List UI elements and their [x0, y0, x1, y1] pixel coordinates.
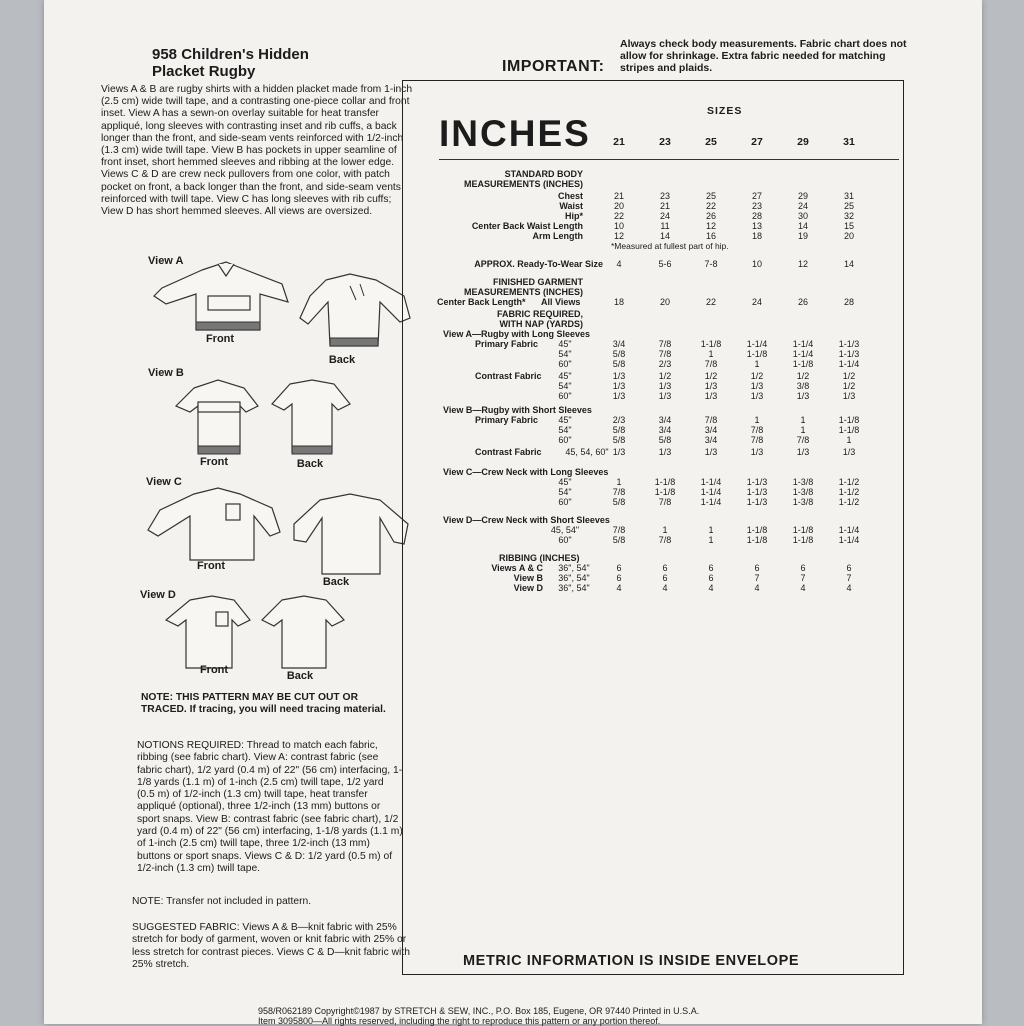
copyright-footer [258, 1006, 699, 1026]
b-primary-value: 1-1/8 [838, 415, 860, 425]
view-d-label: View D [140, 589, 176, 601]
b-primary-value: 5/8 [612, 425, 626, 435]
d-row-value: 5/8 [612, 535, 626, 545]
std-value: 12 [613, 231, 624, 241]
sizes-label: SIZES [707, 105, 743, 117]
std-value: 24 [797, 201, 808, 211]
rtw-value: 4 [616, 259, 622, 269]
a-primary-value: 1-1/3 [838, 339, 860, 349]
ribbing-value: 6 [662, 563, 668, 573]
std-value: 25 [705, 191, 716, 201]
ribbing-value: 4 [616, 583, 622, 593]
view-a-label: View A [148, 255, 184, 267]
chart-heading: INCHES [439, 113, 591, 154]
c-row-value: 1-1/4 [700, 497, 722, 507]
size-column-header: 29 [797, 136, 809, 148]
ribbing-width: 36", 54" [558, 563, 590, 573]
b-primary-width: 45" [558, 415, 572, 425]
a-primary-value: 7/8 [658, 339, 672, 349]
view-b-illustration [172, 376, 372, 460]
c-row-value: 1-1/3 [746, 477, 768, 487]
ribbing-value: 6 [616, 573, 622, 583]
b-primary-value: 7/8 [750, 425, 764, 435]
a-contrast-value: 1/3 [750, 391, 764, 401]
d-row-value: 7/8 [658, 535, 672, 545]
ribbing-value: 7 [846, 573, 852, 583]
ribbing-value: 6 [800, 563, 806, 573]
std-row-label: Center Back Waist Length [471, 221, 583, 231]
b-primary-value: 7/8 [750, 435, 764, 445]
b-primary-label: Primary Fabric [475, 415, 539, 425]
d-row-value: 1 [708, 535, 714, 545]
rtw-value: 12 [797, 259, 808, 269]
d-row-value: 1-1/8 [746, 535, 768, 545]
d-row-value: 7/8 [612, 525, 626, 535]
c-row-value: 1-3/8 [792, 497, 814, 507]
std-row-label: Waist [559, 201, 583, 211]
b-primary-value: 3/4 [658, 415, 672, 425]
a-contrast-value: 1/2 [842, 381, 856, 391]
ribbing-value: 4 [662, 583, 668, 593]
ribbing-value: 6 [616, 563, 622, 573]
a-primary-value: 1-1/3 [838, 349, 860, 359]
std-value: 27 [751, 191, 762, 201]
a-contrast-width: 45" [558, 371, 572, 381]
transfer-note: NOTE: Transfer not included in pattern. [132, 896, 312, 907]
ribbing-value: 7 [800, 573, 806, 583]
b-contrast-width: 45, 54, 60" [565, 447, 609, 457]
c-row-value: 1-1/4 [700, 487, 722, 497]
std-value: 24 [659, 211, 670, 221]
std-row-label: Chest [557, 191, 583, 201]
ribbing-value: 4 [754, 583, 760, 593]
a-contrast-value: 1/3 [612, 391, 626, 401]
std-value: 22 [705, 201, 716, 211]
c-row-value: 1-1/8 [654, 477, 676, 487]
view-b-front-caption: Front [199, 456, 229, 468]
notions-required: NOTIONS REQUIRED: Thread to match each fabric, ribbing (see fabric chart). View A: contrast fabric (see fabric chart), 1/2 yard (0.4 m) of 22" (56 cm) interfacing, 1-1/8 yards (1.1 m) of 1-inch (2.5 cm) twill tape, 1/2 yard (0.5 m) of 1/2-inch (1.3 cm) twill tape, heat transfer appliqué (optional), three 1/2-inch (13 mm) buttons or sport snaps. View B: contrast fabric (see fabric chart), 1/2 yard (0.4 m) of 22" (56 cm) interfacing, 1-1/8 yards (1.1 m) of 1-inch (2.5 cm) twill tape, three 1/2-inch (13 mm) buttons or sport snaps. Views C & D: 1/2 yard (0.5 m) of 1/2-inch (1.3 cm) twill tape. [137, 740, 403, 874]
std-value: 15 [843, 221, 854, 231]
chart-divider [439, 159, 899, 160]
ribbing-value: 6 [708, 563, 714, 573]
hip-footnote: *Measured at fullest part of hip. [611, 241, 729, 251]
c-row-width: 45" [558, 477, 572, 487]
size-column-header: 21 [613, 136, 625, 148]
a-primary-value: 1 [754, 359, 760, 369]
a-contrast-value: 1/3 [612, 371, 626, 381]
finished-label: Center Back Length* [437, 297, 526, 307]
a-primary-value: 1 [708, 349, 714, 359]
a-contrast-value: 3/8 [796, 381, 810, 391]
footer-line-1: 958/R062189 Copyright©1987 by STRETCH & SEW, INC., P.O. Box 185, Eugene, OR 97440 Printed in U.S.A. [258, 1006, 700, 1016]
b-contrast-label: Contrast Fabric [475, 447, 542, 457]
d-row-width: 60" [558, 535, 572, 545]
a-contrast-value: 1/3 [842, 391, 856, 401]
c-row-width: 54" [558, 487, 572, 497]
ribbing-value: 7 [754, 573, 760, 583]
std-value: 21 [613, 191, 624, 201]
ribbing-value: 6 [754, 563, 760, 573]
b-primary-value: 1 [800, 425, 806, 435]
d-row-value: 1-1/8 [746, 525, 768, 535]
std-title: STANDARD BODY [504, 169, 583, 179]
a-contrast-value: 1/3 [658, 391, 672, 401]
a-contrast-value: 1/2 [796, 371, 810, 381]
a-primary-value: 1-1/4 [838, 359, 860, 369]
finished-title: FINISHED GARMENT [493, 277, 583, 287]
view-d-title: View D—Crew Neck with Short Sleeves [443, 515, 610, 525]
finished-value: 18 [613, 297, 624, 307]
finished-title: MEASUREMENTS (INCHES) [463, 287, 583, 297]
a-primary-value: 5/8 [612, 359, 626, 369]
std-value: 16 [705, 231, 716, 241]
std-value: 10 [613, 221, 624, 231]
b-primary-value: 1-1/8 [838, 425, 860, 435]
metric-notice: METRIC INFORMATION IS INSIDE ENVELOPE [463, 953, 800, 969]
ribbing-title: RIBBING (INCHES) [499, 553, 580, 563]
c-row-value: 7/8 [658, 497, 672, 507]
c-row-width: 60" [558, 497, 572, 507]
view-a-back-caption: Back [328, 354, 356, 366]
a-contrast-value: 1/2 [842, 371, 856, 381]
b-primary-value: 7/8 [704, 415, 718, 425]
a-primary-value: 1-1/4 [746, 339, 768, 349]
view-b-back-caption: Back [296, 458, 324, 470]
std-row-label: Hip* [565, 211, 583, 221]
rtw-value: 5-6 [658, 259, 672, 269]
a-primary-value: 7/8 [658, 349, 672, 359]
std-value: 20 [843, 231, 854, 241]
ribbing-value: 4 [708, 583, 714, 593]
pattern-envelope-back [44, 0, 982, 1024]
a-primary-value: 2/3 [658, 359, 672, 369]
ribbing-value: 6 [708, 573, 714, 583]
view-b-title: View B—Rugby with Short Sleeves [443, 405, 592, 415]
b-primary-value: 5/8 [612, 435, 626, 445]
std-value: 26 [705, 211, 716, 221]
std-value: 19 [797, 231, 808, 241]
a-contrast-value: 1/3 [796, 391, 810, 401]
a-primary-value: 7/8 [704, 359, 718, 369]
std-value: 28 [751, 211, 762, 221]
finished-views: All Views [541, 297, 581, 307]
a-primary-value: 1-1/4 [792, 349, 814, 359]
important-heading: IMPORTANT: [502, 58, 605, 75]
d-row-value: 1 [708, 525, 714, 535]
a-primary-width: 60" [558, 359, 572, 369]
b-contrast-value: 1/3 [842, 447, 856, 457]
b-primary-value: 7/8 [796, 435, 810, 445]
a-contrast-value: 1/3 [704, 381, 718, 391]
c-row-value: 1-1/2 [838, 497, 860, 507]
pattern-title [152, 46, 392, 80]
b-primary-width: 60" [558, 435, 572, 445]
d-row-value: 1 [662, 525, 668, 535]
std-title: MEASUREMENTS (INCHES) [463, 179, 583, 189]
d-row-value: 1-1/8 [792, 535, 814, 545]
measurement-chart [402, 80, 904, 975]
std-value: 22 [613, 211, 624, 221]
c-row-value: 7/8 [612, 487, 626, 497]
ribbing-value: 6 [662, 573, 668, 583]
view-d-back-caption: Back [286, 670, 314, 682]
c-row-value: 1-1/2 [838, 477, 860, 487]
std-value: 18 [751, 231, 762, 241]
b-primary-value: 3/4 [704, 435, 718, 445]
a-primary-value: 3/4 [612, 339, 626, 349]
c-row-value: 1-3/8 [792, 477, 814, 487]
b-primary-value: 3/4 [658, 425, 672, 435]
std-value: 31 [843, 191, 854, 201]
b-primary-value: 1 [846, 435, 852, 445]
std-value: 21 [659, 201, 670, 211]
fabric-title: WITH NAP (YARDS) [499, 319, 583, 329]
view-c-front-caption: Front [196, 560, 226, 572]
a-contrast-value: 1/3 [612, 381, 626, 391]
title-line-1: 958 Children's Hidden [152, 46, 309, 63]
view-b-label: View B [148, 367, 184, 379]
rtw-value: 7-8 [704, 259, 718, 269]
view-c-back-caption: Back [322, 576, 350, 588]
std-value: 32 [843, 211, 854, 221]
std-value: 30 [797, 211, 808, 221]
rtw-value: 14 [843, 259, 854, 269]
finished-value: 24 [751, 297, 762, 307]
size-column-header: 31 [843, 136, 855, 148]
suggested-fabric: SUGGESTED FABRIC: Views A & B—knit fabric with 25% stretch for body of garment, woven or knit fabric with 25% or less stretch for contrast pieces. Views C & D—knit fabric with 25% stretch. [132, 922, 410, 970]
title-line-2: Placket Rugby [152, 63, 256, 80]
finished-value: 28 [843, 297, 854, 307]
d-row-value: 1-1/4 [838, 525, 860, 535]
a-contrast-value: 1/3 [658, 381, 672, 391]
view-a-front-caption: Front [205, 333, 235, 345]
important-note: Always check body measurements. Fabric chart does not allow for shrinkage. Extra fabric needed for matching stripes and plaids. [620, 38, 907, 74]
a-primary-value: 5/8 [612, 349, 626, 359]
b-contrast-value: 1/3 [658, 447, 672, 457]
std-value: 25 [843, 201, 854, 211]
ribbing-width: 36", 54" [558, 583, 590, 593]
ribbing-label: Views A & C [491, 563, 543, 573]
ribbing-value: 4 [846, 583, 852, 593]
std-value: 12 [705, 221, 716, 231]
std-value: 14 [797, 221, 808, 231]
b-contrast-value: 1/3 [704, 447, 718, 457]
b-contrast-value: 1/3 [612, 447, 626, 457]
c-row-value: 1-1/8 [654, 487, 676, 497]
std-value: 11 [660, 221, 670, 231]
finished-value: 20 [659, 297, 670, 307]
fabric-title: FABRIC REQUIRED, [496, 309, 583, 319]
finished-value: 22 [705, 297, 716, 307]
std-value: 13 [751, 221, 762, 231]
ribbing-width: 36", 54" [558, 573, 590, 583]
a-primary-width: 54" [558, 349, 572, 359]
finished-value: 26 [797, 297, 808, 307]
b-primary-value: 1 [754, 415, 760, 425]
std-value: 14 [659, 231, 670, 241]
c-row-value: 1-1/2 [838, 487, 860, 497]
rtw-label: APPROX. Ready-To-Wear Size [474, 259, 603, 269]
b-contrast-value: 1/3 [796, 447, 810, 457]
footer-line-2: Item 3095800—All rights reserved, including the right to reproduce this pattern or any portion thereof. [258, 1016, 661, 1026]
std-value: 23 [751, 201, 762, 211]
b-primary-width: 54" [558, 425, 572, 435]
std-value: 29 [797, 191, 808, 201]
b-primary-value: 1 [800, 415, 806, 425]
a-primary-label: Primary Fabric [475, 339, 539, 349]
view-c-label: View C [146, 476, 182, 488]
a-contrast-width: 60" [558, 391, 572, 401]
rtw-value: 10 [751, 259, 762, 269]
a-primary-width: 45" [558, 339, 572, 349]
view-d-illustration [162, 594, 372, 674]
a-primary-value: 1-1/8 [792, 359, 814, 369]
a-primary-value: 1-1/8 [746, 349, 768, 359]
a-contrast-value: 1/2 [704, 371, 718, 381]
ribbing-value: 4 [800, 583, 806, 593]
std-value: 20 [613, 201, 624, 211]
std-value: 23 [659, 191, 670, 201]
a-primary-value: 1-1/4 [792, 339, 814, 349]
c-row-value: 1-1/3 [746, 487, 768, 497]
view-a-title: View A—Rugby with Long Sleeves [443, 329, 591, 339]
cut-or-trace-note: NOTE: THIS PATTERN MAY BE CUT OUT OR TRACED. If tracing, you will need tracing material. [141, 692, 386, 716]
a-contrast-label: Contrast Fabric [475, 371, 542, 381]
ribbing-value: 6 [846, 563, 852, 573]
view-c-title: View C—Crew Neck with Long Sleeves [443, 467, 609, 477]
size-column-header: 27 [751, 136, 763, 148]
b-primary-value: 3/4 [704, 425, 718, 435]
c-row-value: 1-1/4 [700, 477, 722, 487]
description: Views A & B are rugby shirts with a hidden placket made from 1-inch (2.5 cm) wide twill tape, and a contrasting one-piece collar and front inset. View A has a sewn-on overlay suitable for heat transfer appliqué, long sleeves with contrasting inset and rib cuffs, a back longer than the front, and side-seam vents reinforced with 1/2-inch (1.3 cm) wide twill tape. View B has pockets in upper seamline of front inset, short hemmed sleeves and ribbing at the lower edge. Views C & D are crew neck pullovers from one color, with patch pocket on front, a back longer than the front, and side-seam vents reinforced with twill tape. View C has long sleeves with rib cuffs; View D has short hemmed sleeves. All views are oversized. [101, 84, 413, 218]
a-contrast-value: 1/2 [658, 371, 672, 381]
c-row-value: 1-1/3 [746, 497, 768, 507]
c-row-value: 5/8 [612, 497, 626, 507]
size-column-header: 25 [705, 136, 717, 148]
view-d-front-caption: Front [199, 664, 229, 676]
ribbing-label: View D [513, 583, 543, 593]
b-primary-value: 5/8 [658, 435, 672, 445]
d-row-width: 45, 54" [550, 525, 580, 535]
d-row-value: 1-1/8 [792, 525, 814, 535]
std-row-label: Arm Length [532, 231, 583, 241]
b-contrast-value: 1/3 [750, 447, 764, 457]
size-column-header: 23 [659, 136, 671, 148]
a-primary-value: 1-1/8 [700, 339, 722, 349]
ribbing-label: View B [513, 573, 543, 583]
view-a-illustration [150, 256, 420, 366]
a-contrast-value: 1/2 [750, 371, 764, 381]
a-contrast-width: 54" [558, 381, 572, 391]
b-primary-value: 2/3 [612, 415, 626, 425]
a-contrast-value: 1/3 [704, 391, 718, 401]
d-row-value: 1-1/4 [838, 535, 860, 545]
c-row-value: 1-3/8 [792, 487, 814, 497]
c-row-value: 1 [616, 477, 622, 487]
a-contrast-value: 1/3 [750, 381, 764, 391]
